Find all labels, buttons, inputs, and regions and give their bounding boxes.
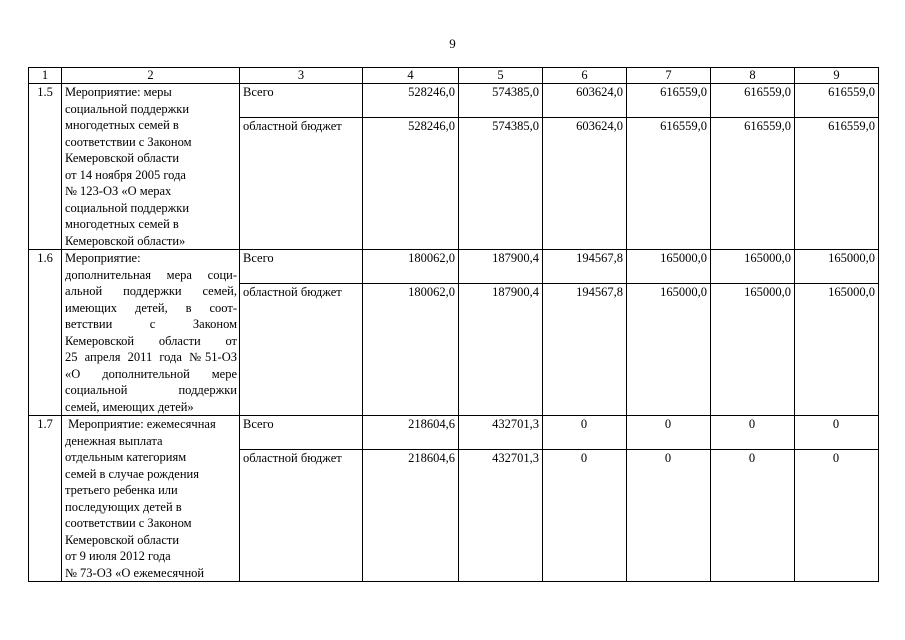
value-cell: 165000,0 [795,284,879,416]
funding-source: областной бюджет [240,284,363,416]
value-cell: 218604,6 [363,450,459,582]
header-cell: 6 [543,68,627,84]
measure-name [62,250,240,416]
value-cell: 616559,0 [711,84,795,118]
value-cell: 432701,3 [459,450,543,582]
value-cell: 574385,0 [459,84,543,118]
value-cell: 218604,6 [363,416,459,450]
value-cell: 187900,4 [459,250,543,284]
measure-name-line: Кемеровской области от [65,333,237,348]
measure-name-line: № 123-ОЗ «О мерах [65,184,172,198]
measure-name [62,84,240,250]
measure-name-line: семей, имеющих детей» [65,399,194,414]
funding-source: областной бюджет [240,118,363,250]
value-cell: 194567,8 [543,250,627,284]
value-cell: 0 [795,450,879,582]
header-cell: 1 [29,68,62,84]
measure-name-line: социальной поддержки [65,383,237,397]
measure-name-line: третьего ребенка или [65,483,178,497]
value-cell: 0 [795,416,879,450]
value-cell: 616559,0 [627,118,711,250]
measure-name-line: Кемеровской области [65,532,180,547]
value-cell: 0 [627,450,711,582]
table-row [29,416,879,450]
measure-name-line: последующих детей в [65,499,182,514]
measure-name-line: денежная выплата [65,433,163,448]
page-number: 9 [449,36,456,51]
measure-name-line: соответствии с Законом [65,516,192,530]
budget-table [28,67,879,582]
value-cell: 194567,8 [543,284,627,416]
value-cell: 0 [711,450,795,582]
funding-source: Всего [240,416,363,450]
value-cell: 616559,0 [711,118,795,250]
measure-name-line: Мероприятие: [65,251,141,265]
value-cell: 165000,0 [627,250,711,284]
measure-name-line: соответствии с Законом [65,134,192,149]
value-cell: 165000,0 [711,284,795,416]
value-cell: 165000,0 [627,284,711,416]
value-cell: 432701,3 [459,416,543,450]
measure-name-line: многодетных семей в [65,217,179,231]
header-cell: 5 [459,68,543,84]
value-cell: 528246,0 [363,84,459,118]
value-cell: 0 [627,416,711,450]
header-cell: 3 [240,68,363,84]
measure-name-line: социальной поддержки [65,200,190,215]
measure-name-line: альной поддержки семей, [65,284,237,298]
value-cell: 603624,0 [543,118,627,250]
measure-name-line: от 14 ноября 2005 года [65,167,186,182]
measure-name-line: семей в случае рождения [65,466,199,481]
value-cell: 616559,0 [795,84,879,118]
measure-name [62,416,240,582]
value-cell: 616559,0 [627,84,711,118]
value-cell: 603624,0 [543,84,627,118]
table-row [29,84,879,118]
funding-source: Всего [240,250,363,284]
value-cell: 0 [543,416,627,450]
measure-name-line: Кемеровской области» [65,233,186,248]
measure-name-line: «О дополнительной мере [65,366,237,381]
measure-name-line: Мероприятие: ежемесячная [65,417,216,431]
row-number: 1.7 [29,416,62,582]
funding-source: областной бюджет [240,450,363,582]
value-cell: 187900,4 [459,284,543,416]
row-number: 1.6 [29,250,62,416]
header-cell: 8 [711,68,795,84]
measure-name-line: от 9 июля 2012 года [65,549,171,563]
measure-name-line: ветствии с Законом [65,317,237,331]
funding-source: Всего [240,84,363,118]
measure-name-line: № 73-ОЗ «О ежемесячной [65,565,205,580]
header-cell: 9 [795,68,879,84]
measure-name-line: 25 апреля 2011 года №51-ОЗ [65,350,237,364]
value-cell: 616559,0 [795,118,879,250]
row-number: 1.5 [29,84,62,250]
measure-name-line: отдельным категориям [65,450,187,464]
measure-name-line: многодетных семей в [65,118,179,132]
value-cell: 180062,0 [363,284,459,416]
header-cell: 7 [627,68,711,84]
value-cell: 574385,0 [459,118,543,250]
measure-name-line: имеющих детей, в соот- [65,300,237,315]
value-cell: 528246,0 [363,118,459,250]
value-cell: 165000,0 [711,250,795,284]
value-cell: 165000,0 [795,250,879,284]
measure-name-line: Мероприятие: меры [65,85,172,99]
measure-name-line: дополнительная мера соци- [65,267,237,282]
table-row [29,250,879,284]
measure-name-line: Кемеровской области [65,151,180,165]
value-cell: 0 [543,450,627,582]
value-cell: 0 [711,416,795,450]
header-row [29,68,879,84]
value-cell: 180062,0 [363,250,459,284]
header-cell: 4 [363,68,459,84]
header-cell: 2 [62,68,240,84]
measure-name-line: социальной поддержки [65,101,190,116]
